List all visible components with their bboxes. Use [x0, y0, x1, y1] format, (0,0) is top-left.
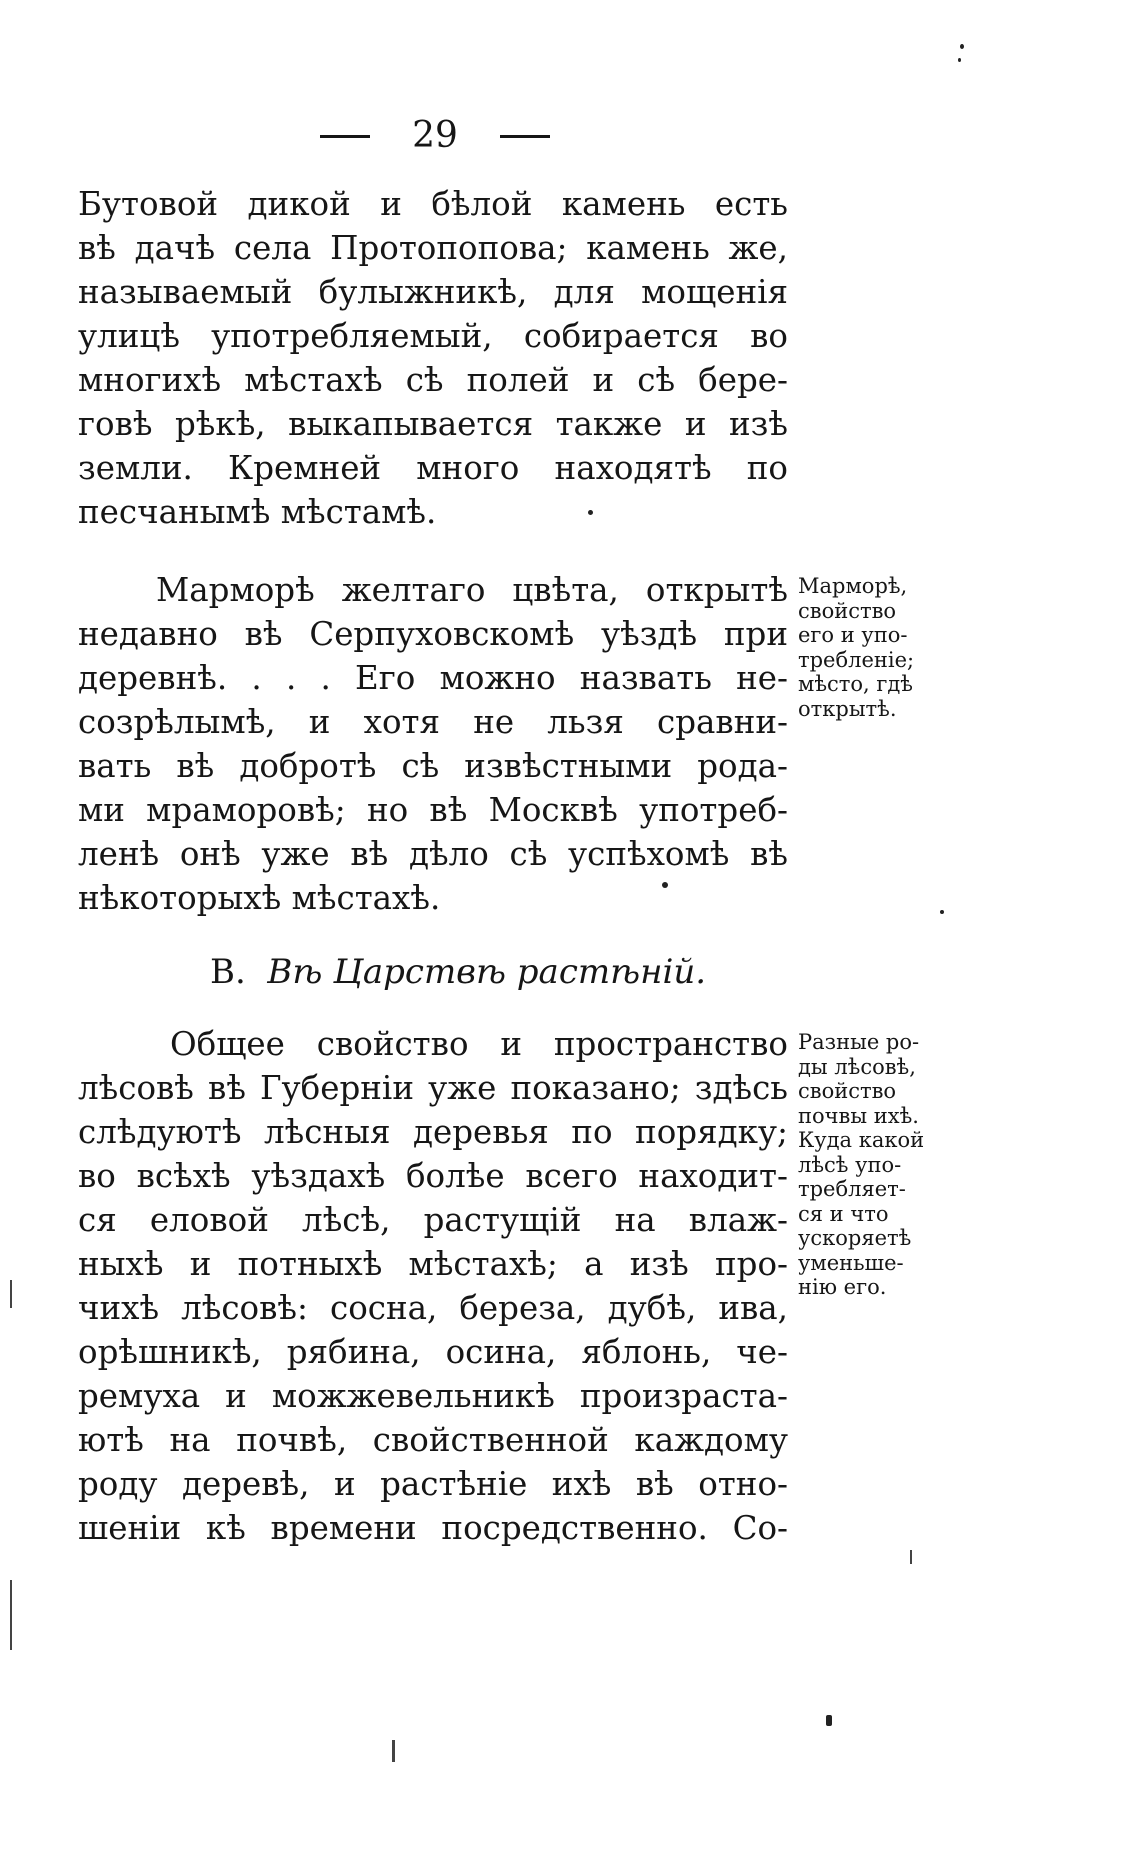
paragraph-line: роду деревѣ, и растѣніе ихѣ вѣ отно- — [78, 1465, 788, 1503]
margin-note-line: свойство — [798, 598, 897, 623]
scan-line-mark — [392, 1740, 395, 1762]
paragraph-line: ремуха и можжевельникѣ произраста- — [78, 1377, 788, 1415]
page-header — [320, 115, 550, 156]
paragraph-line: ютѣ на почвѣ, свойственной каждому — [78, 1421, 788, 1459]
paragraph-line: созрѣлымѣ, и хотя не льзя сравни- — [78, 703, 788, 741]
margin-note-line: уменьше- — [798, 1250, 904, 1275]
section-letter: В. — [210, 952, 246, 992]
scan-speck — [958, 58, 961, 62]
margin-note-line: лѣсѣ упо- — [798, 1152, 902, 1177]
paragraph-line: ныхѣ и потныхѣ мѣстахѣ; а изѣ про- — [78, 1245, 788, 1283]
margin-note-line: Куда какой — [798, 1128, 925, 1152]
paragraph-line: ся еловой лѣсѣ, растущій на влаж- — [78, 1201, 788, 1239]
margin-note-line: Разные ро- — [798, 1030, 920, 1054]
margin-note-line: свойство — [798, 1079, 897, 1103]
header-dash-left — [320, 135, 370, 138]
paragraph-line: песчанымѣ мѣстамѣ. — [78, 493, 437, 531]
section-heading — [210, 950, 706, 994]
paragraph-line: вѣ дачѣ села Протопопова; камень же, — [78, 229, 788, 267]
paragraph-1 — [78, 182, 788, 534]
paragraph-3 — [78, 1022, 788, 1550]
paragraph-line: недавно вѣ Серпуховскомѣ уѣздѣ при — [78, 615, 788, 653]
paragraph-line: Общее свойство и пространство — [170, 1025, 788, 1063]
paragraph-line: лѣсовѣ вѣ Губерніи уже показано; здѣсь — [78, 1069, 788, 1107]
paragraph-line: орѣшникѣ, рябина, осина, яблонь, че- — [78, 1333, 788, 1371]
paragraph-line: слѣдуютѣ лѣсныя деревья по порядку; — [78, 1113, 788, 1151]
scan-speck — [940, 910, 944, 914]
scan-speck — [588, 510, 593, 515]
scan-line-mark — [10, 1580, 12, 1650]
section-title: Вѣ Царствѣ растѣній. — [267, 952, 707, 992]
paragraph-line: ленѣ онѣ уже вѣ дѣло сѣ успѣхомѣ вѣ — [78, 835, 788, 873]
margin-note-line: ускоряетѣ — [798, 1226, 912, 1250]
scan-speck — [960, 44, 964, 49]
paragraph-line: говѣ рѣкѣ, выкапывается также и изѣ — [78, 405, 788, 443]
margin-note-line: требленіе; — [798, 647, 915, 672]
scan-speck — [662, 882, 668, 888]
scan-line-mark — [10, 1280, 12, 1308]
margin-note-line: Марморѣ, — [798, 574, 908, 598]
paragraph-line: земли. Кремней много находятѣ по — [78, 449, 788, 487]
margin-note-forests — [798, 1030, 984, 1300]
paragraph-line: многихѣ мѣстахѣ сѣ полей и сѣ бере- — [78, 361, 788, 399]
scan-speck — [826, 1715, 832, 1726]
paragraph-line: Марморѣ желтаго цвѣта, открытѣ — [156, 571, 788, 609]
paragraph-line: нѣкоторыхѣ мѣстахѣ. — [78, 879, 441, 917]
paragraph-line: деревнѣ. . . . Его можно назвать не- — [78, 659, 788, 697]
paragraph-line: называемый булыжникѣ, для мощенія — [78, 273, 788, 311]
paragraph-line: ми мраморовѣ; но вѣ Москвѣ употреб- — [78, 791, 788, 829]
paragraph-line: во всѣхѣ уѣздахѣ болѣе всего находит- — [78, 1157, 788, 1195]
header-dash-right — [500, 135, 550, 138]
paragraph-line: улицѣ употребляемый, собирается во — [78, 317, 788, 355]
paragraph-line: вать вѣ добротѣ сѣ извѣстными рода- — [78, 747, 788, 785]
margin-note-line: требляет- — [798, 1177, 906, 1201]
scan-line-mark — [910, 1550, 912, 1564]
page-number: 29 — [412, 115, 458, 156]
paragraph-line: Бутовой дикой и бѣлой камень есть — [78, 185, 788, 223]
margin-note-line: его и упо- — [798, 623, 908, 647]
margin-note-marble — [798, 574, 984, 721]
paragraph-2 — [78, 568, 788, 920]
margin-note-line: ды лѣсовѣ, — [798, 1054, 916, 1079]
margin-note-line: нію его. — [798, 1275, 887, 1299]
margin-note-line: мѣсто, гдѣ — [798, 672, 913, 696]
margin-note-line: почвы ихѣ. — [798, 1103, 919, 1128]
margin-note-line: ся и что — [798, 1201, 889, 1226]
margin-note-line: открытѣ. — [798, 696, 897, 721]
paragraph-line: чихѣ лѣсовѣ: сосна, береза, дубѣ, ива, — [78, 1289, 788, 1327]
paragraph-line: шеніи кѣ времени посредственно. Со- — [78, 1509, 788, 1547]
